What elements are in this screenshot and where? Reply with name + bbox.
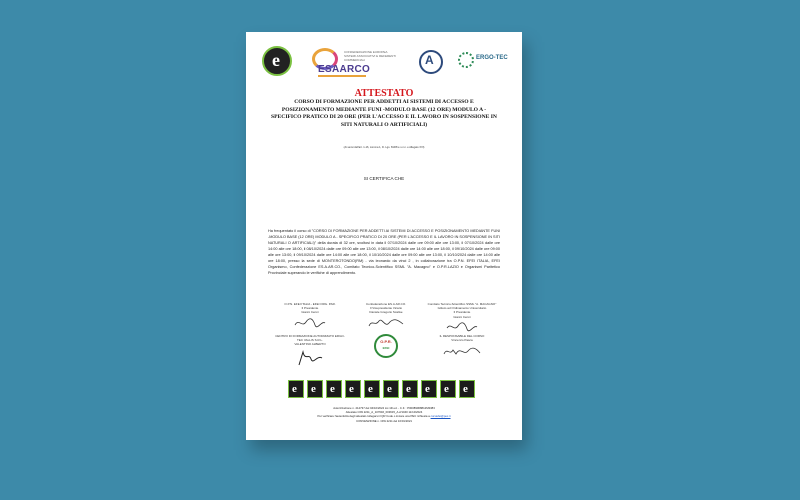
- badge-icon: e: [402, 380, 418, 398]
- esaarco-underline: [318, 75, 366, 77]
- opr-efei-logo: [374, 334, 398, 364]
- esaarco-logo-text: ESAARCO: [318, 64, 371, 75]
- certificate-title: ATTESTATO: [354, 88, 414, 99]
- handwritten-signature: [426, 342, 498, 360]
- opr-logo-text: O.P.R.: [380, 339, 392, 344]
- signature-org: Comitato Tecnico-Scientifico SSML "A. MACAGNO" Istituto ad Ordinamento Universitario: [427, 302, 497, 311]
- certify-heading: SI CERTIFICA CHE: [363, 176, 405, 181]
- as-logo: A: [419, 50, 443, 74]
- footer-certificate-id: Attestato CPA 2211_A_107646_003615_A.2/1040 11/10/2024: [345, 410, 423, 415]
- course-title: CORSO DI FORMAZIONE PER ADDETTI AI SISTEMI DI ACCESSO E POSIZIONAMENTO MEDIANTE FUNI -MODULO BASE (12 ORE) MODULO A - SPECIFICO PRATICO DI 20 ORE (PER L'ACCESSO E IL LAVORO IN SOSPENSIONE IN SITI NATURALI O ARTIFICIALI): [271, 99, 497, 128]
- signature-name: Daniele Gregorio Scalise: [369, 310, 403, 315]
- signature-role: VALENTINO ALBERTO: [294, 342, 326, 347]
- legal-reference: (Ai sensi dell'art. 1-16, comma 1, D. Lgs. 81/08 e s.m.i. e Allegato XXI): [343, 146, 425, 149]
- esaarco-logo: [312, 46, 408, 78]
- certificate-body: Ha frequentato il corso di "CORSO DI FORMAZIONE PER ADDETTI AI SISTEMI DI ACCESSO E POSIZIONAMENTO MEDIANTE FUNI -MODULO BASE (12 ORE) MODULO A - SPECIFICO PRATICO DI 20 ORE (PER L'ACCESSO E IL LAVORO IN SOSPENSIONE IN SITI NATURALI O ARTIFICIALI)" della durata di 32 ore, svoltosi in data il 07/10/2024 dalle ore 09:00 alle ore 13:00, il 07/10/2024 dalle ore 14:00 alle ore 18:00, il 08/10/2024 dalle ore 09:00 alle ore 13:00, il 08/10/2024 dalle ore 14:00 alle ore 18:00, il 09/10/2024 dalle ore 09:00 alle ore 13:00, il 09/10/2024 dalle ore 14:00 alle ore 18:00, il 10/10/2024 dalle ore 09:00 alle ore 13:00, il 10/10/2024 dalle ore 14:00 alle ore 18:00, presso la sede di MONTEROTONDO(RM) - via leonardo da vinci 2 , in collaborazione tra O.P.N. EFEI ITALIA, EFEI Organismo, Confederazione ES.A.AR.CO., Comitato Tecnico-Scientifico SSML "A. Macagno" e O.P.R.LAZIO e Organismi Paritetico Provinciale superando le verifiche di apprendimento.: [268, 229, 500, 275]
- signature-block-opn: [274, 302, 346, 329]
- badge-icon: e: [459, 380, 475, 398]
- footer-convention: CONVENZIONE n. CPA 2211 del 10/01/2021: [356, 418, 412, 423]
- efei-logo: e: [262, 46, 292, 76]
- signature-block-course-manager: [426, 334, 498, 360]
- signature-org: CENTRO DI FORMAZIONE AUTORIZZATO ERGO-TEC VALLIS S.R.L.: [275, 334, 345, 343]
- accreditation-badges: [288, 380, 478, 398]
- badge-icon: e: [307, 380, 323, 398]
- certificate-footer: [268, 406, 500, 423]
- logo-row: [256, 46, 512, 78]
- esaarco-subtitle: CONFEDERAZIONE EUROPEA SISTEMI ASSOCIATIVI E REFERENTI COMMERCIALI: [344, 50, 396, 62]
- signature-role: Il Presidente: [301, 306, 319, 311]
- footer-authorization: Autorizzazione n. 214737 del 04/10/2024 Lic.1D ed. - C.F. : P00089068812M3383: [333, 406, 435, 410]
- ergotec-logo: [458, 50, 514, 74]
- badge-icon: e: [345, 380, 361, 398]
- footer-verification: Per verificare l'autenticità degli attestati collegarsi il QR Code o inviare una PEC richiesta a corsiefei@pec.it: [317, 414, 451, 419]
- signature-org: IL RESPONSABILE DEL CORSO: [439, 334, 485, 338]
- badge-icon: e: [364, 380, 380, 398]
- handwritten-signature: [426, 319, 498, 333]
- signature-role: Vincenzo Pasca: [451, 338, 473, 343]
- signature-block-training-center: [274, 334, 346, 367]
- signature-role: Il Presidente: [453, 310, 471, 315]
- signature-block-esaarco: [350, 302, 422, 329]
- ergotec-mark-icon: [458, 52, 474, 68]
- badge-icon: e: [421, 380, 437, 398]
- badge-icon: e: [383, 380, 399, 398]
- opr-logo-subtext: EFEI: [382, 346, 390, 350]
- badge-icon: e: [440, 380, 456, 398]
- signature-block-comitato: [426, 302, 498, 333]
- signature-role: Il Vicepresidente Vicario: [369, 306, 403, 311]
- footer-email-link[interactable]: corsiefei@pec.it: [430, 414, 451, 419]
- signature-org: Confederazione ES.A.AR.CO.: [365, 302, 407, 306]
- handwritten-signature: [274, 347, 346, 367]
- handwritten-signature: [350, 315, 422, 329]
- signature-name: Gianni Cenni: [453, 314, 471, 319]
- badge-icon: e: [326, 380, 342, 398]
- badge-icon: e: [288, 380, 304, 398]
- signature-org: O.P.N. EFEI ITALIA - EFEI ORG. PAR.: [284, 302, 336, 306]
- signature-name: Gianni Cenni: [301, 310, 319, 315]
- certificate-document: [246, 32, 522, 440]
- ergotec-logo-text: ERGO-TEC: [476, 55, 508, 61]
- handwritten-signature: [274, 315, 346, 329]
